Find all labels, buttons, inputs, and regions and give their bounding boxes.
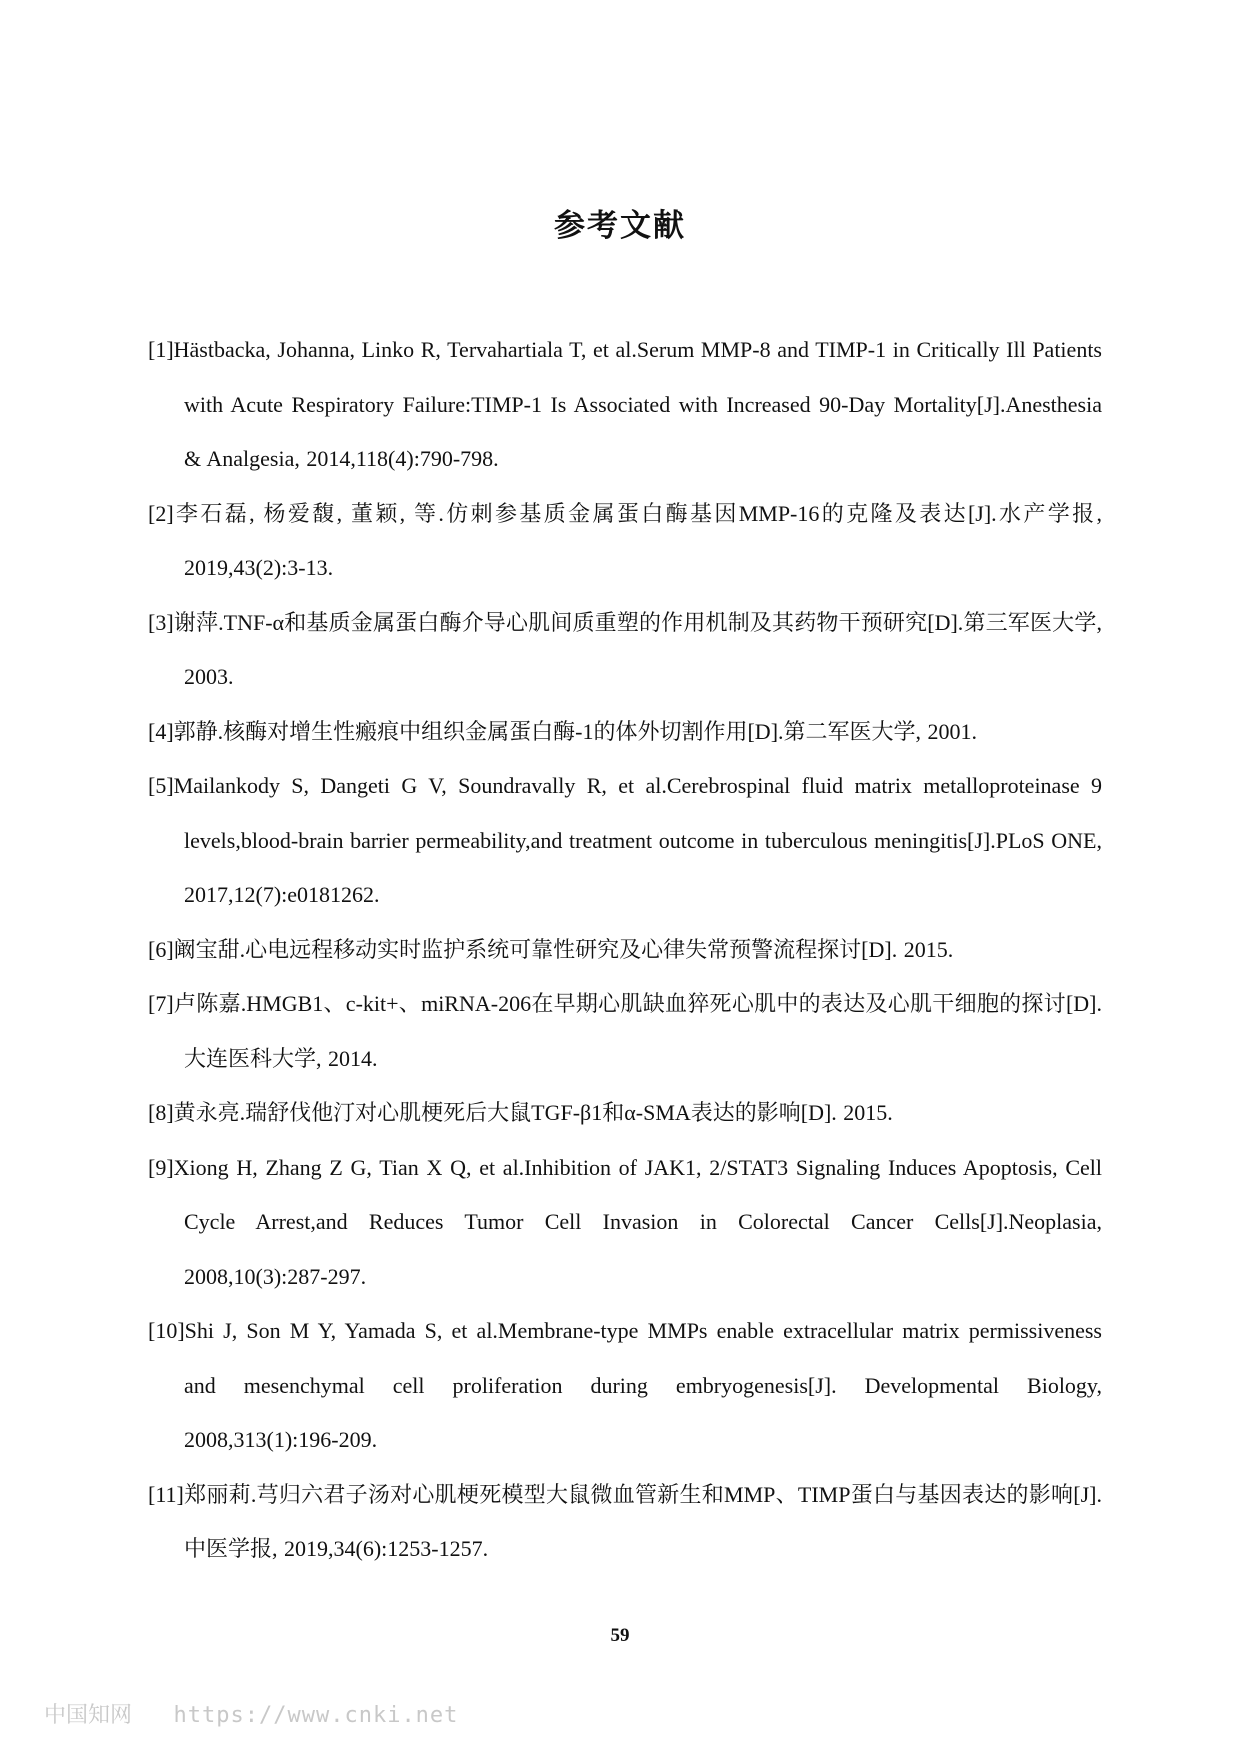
page-title: 参考文献 bbox=[554, 208, 686, 244]
watermark bbox=[44, 1698, 458, 1729]
watermark-url: https://www.cnki.net bbox=[173, 1703, 459, 1728]
page-number: 59 bbox=[610, 1625, 630, 1646]
reference-item: [10]Shi J, Son M Y, Yamada S, et al.Membrane-type MMPs enable extracellular matrix permissiveness and mesenchymal cell proliferation during embryogenesis[J]. Developmental Biology, 2008,313(1):196-209. bbox=[148, 1318, 1102, 1452]
reference-item: [11]郑丽莉.芎归六君子汤对心肌梗死模型大鼠微血管新生和MMP、TIMP蛋白与基因表达的影响[J].中医学报, 2019,34(6):1253-1257. bbox=[148, 1481, 1102, 1561]
reference-item: [3]谢萍.TNF-α和基质金属蛋白酶介导心肌间质重塑的作用机制及其药物干预研究[D].第三军医大学, 2003. bbox=[148, 609, 1102, 689]
reference-item: [8]黄永亮.瑞舒伐他汀对心肌梗死后大鼠TGF-β1和α-SMA表达的影响[D]. 2015. bbox=[148, 1100, 893, 1125]
watermark-site: 中国知网 bbox=[44, 1703, 133, 1728]
reference-item: [5]Mailankody S, Dangeti G V, Soundravally R, et al.Cerebrospinal fluid matrix metalloproteinase 9 levels,blood-brain barrier permeability,and treatment outcome in tuberculous meningitis[J].PLoS ONE, 2017,12(7):e0181262. bbox=[148, 773, 1102, 907]
reference-item: [2]李石磊, 杨爱馥, 董颖, 等.仿刺参基质金属蛋白酶基因MMP-16的克隆及表达[J].水产学报, 2019,43(2):3-13. bbox=[148, 500, 1102, 580]
reference-item: [6]阚宝甜.心电远程移动实时监护系统可靠性研究及心律失常预警流程探讨[D]. 2015. bbox=[148, 936, 954, 962]
reference-item: [4]郭静.核酶对增生性瘢痕中组织金属蛋白酶-1的体外切割作用[D].第二军医大学, 2001. bbox=[148, 718, 978, 744]
reference-item: [9]Xiong H, Zhang Z G, Tian X Q, et al.Inhibition of JAK1, 2/STAT3 Signaling Induces Apoptosis, Cell Cycle Arrest,and Reduces Tumor Cell Invasion in Colorectal Cancer Cells[J].Neoplasia, 2008,10(3):287-297. bbox=[148, 1154, 1102, 1289]
reference-item: [7]卢陈嘉.HMGB1、c-kit+、miRNA-206在早期心肌缺血猝死心肌中的表达及心肌干细胞的探讨[D].大连医科大学, 2014. bbox=[148, 991, 1102, 1071]
reference-list bbox=[148, 323, 1102, 1577]
reference-item: [1]Hästbacka, Johanna, Linko R, Tervahartiala T, et al.Serum MMP-8 and TIMP-1 in Critically Ill Patients with Acute Respiratory Failure:TIMP-1 Is Associated with Increased 90-Day Mortality[J].Anesthesia & Analgesia, 2014,118(4):790-798. bbox=[148, 337, 1102, 471]
